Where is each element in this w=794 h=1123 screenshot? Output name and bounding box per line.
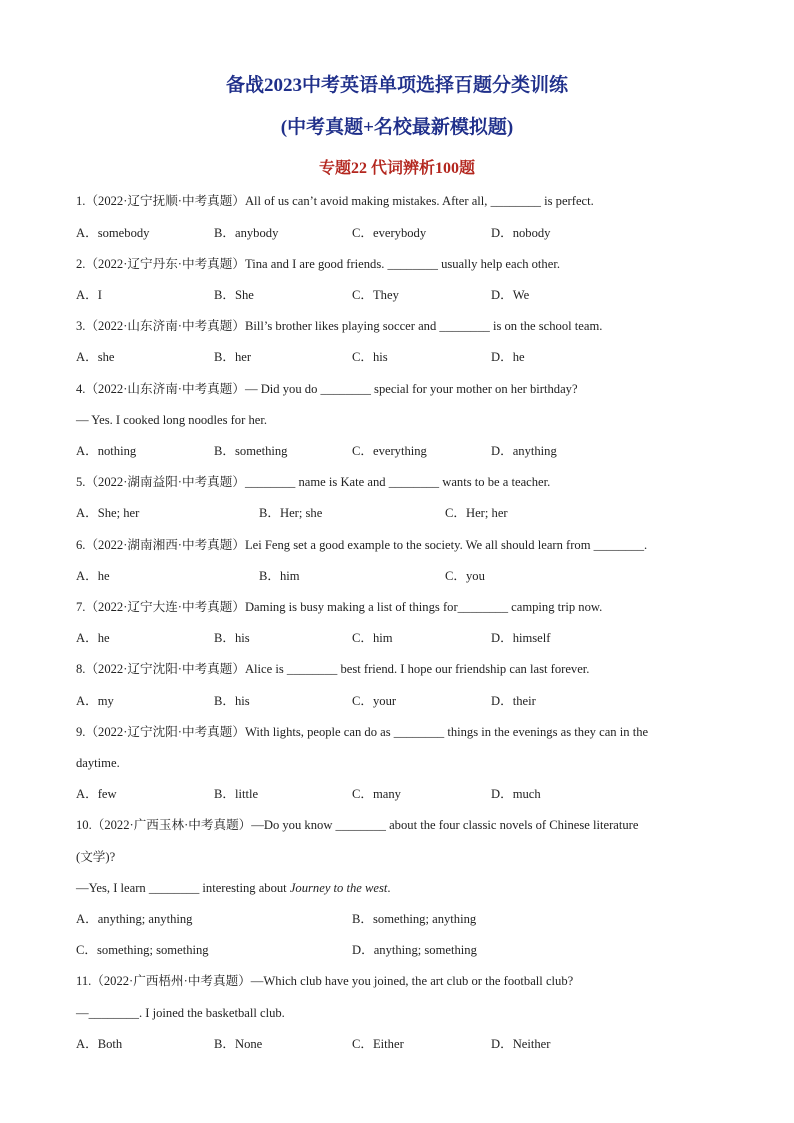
option: A．I: [76, 288, 102, 302]
option: A．She; her: [76, 506, 140, 520]
option: A．he: [76, 569, 110, 583]
option: C．you: [445, 569, 485, 583]
question-stem-continued: (文学)?: [76, 850, 116, 864]
option: A．few: [76, 787, 117, 801]
question-stem-continued: daytime.: [76, 756, 120, 770]
option: B．her: [214, 350, 252, 364]
option: D．anything: [491, 444, 557, 458]
option: B．little: [214, 787, 259, 801]
option: D．anything; something: [352, 943, 477, 957]
question-stem: 6.（2022·湖南湘西·中考真题）Lei Feng set a good example to the society. We all should learn from ________.: [76, 538, 648, 552]
option: B．None: [214, 1037, 263, 1051]
question-stem: 5.（2022·湖南益阳·中考真题）________ name is Kate and ________ wants to be a teacher.: [76, 475, 551, 489]
option: B．him: [259, 569, 300, 583]
stem-text: .: [387, 881, 391, 895]
question-stem: 3.（2022·山东济南·中考真题）Bill’s brother likes playing soccer and ________ is on the school team.: [76, 319, 603, 333]
question-stem: 9.（2022·辽宁沈阳·中考真题）With lights, people can do as ________ things in the evenings as they can in the: [76, 725, 649, 739]
option: A．somebody: [76, 226, 150, 240]
option: B．something: [214, 444, 288, 458]
option: C．Either: [352, 1037, 404, 1051]
option: D．he: [491, 350, 525, 364]
option: C．They: [352, 288, 399, 302]
option: B．something; anything: [352, 912, 477, 926]
option: B．his: [214, 694, 250, 708]
option: C．your: [352, 694, 397, 708]
question-stem: 8.（2022·辽宁沈阳·中考真题）Alice is ________ best friend. I hope our friendship can last forever.: [76, 662, 590, 676]
option: C．him: [352, 631, 393, 645]
question-stem: 11.（2022·广西梧州·中考真题）—Which club have you joined, the art club or the football club?: [76, 974, 574, 988]
question-stem: 4.（2022·山东济南·中考真题）— Did you do ________ special for your mother on her birthday?: [76, 382, 578, 396]
question-stem-continued: —________. I joined the basketball club.: [76, 1006, 285, 1020]
option: C．Her; her: [445, 506, 508, 520]
option: D．nobody: [491, 226, 551, 240]
option: D．himself: [491, 631, 551, 645]
option: B．his: [214, 631, 250, 645]
option: A．nothing: [76, 444, 137, 458]
option: A．he: [76, 631, 110, 645]
topic-heading: 专题22 代词辨析100题: [318, 160, 475, 177]
question-stem-continued: — Yes. I cooked long noodles for her.: [76, 413, 267, 427]
book-title: Journey to the west: [289, 881, 388, 895]
option: D．much: [491, 787, 541, 801]
document-subtitle: (中考真题+名校最新模拟题): [280, 117, 514, 138]
option: C．everybody: [352, 226, 427, 240]
option: D．We: [491, 288, 530, 302]
option: D．their: [491, 694, 536, 708]
option: C．everything: [352, 444, 427, 458]
option: C．many: [352, 787, 401, 801]
option: C．something; something: [76, 943, 209, 957]
option: D．Neither: [491, 1037, 551, 1051]
option: C．his: [352, 350, 388, 364]
option: B．Her; she: [259, 506, 323, 520]
option: B．anybody: [214, 226, 279, 240]
option: B．She: [214, 288, 254, 302]
question-stem: 1.（2022·辽宁抚顺·中考真题）All of us can’t avoid making mistakes. After all, ________ is perfect.: [76, 194, 594, 208]
document-title: 备战2023中考英语单项选择百题分类训练: [225, 75, 568, 96]
option: A．my: [76, 694, 114, 708]
question-stem: 2.（2022·辽宁丹东·中考真题）Tina and I are good friends. ________ usually help each other.: [76, 257, 560, 271]
option: A．anything; anything: [76, 912, 193, 926]
question-stem-continued: [76, 880, 391, 896]
question-stem: 10.（2022·广西玉林·中考真题）—Do you know ________ about the four classic novels of Chinese literature: [76, 818, 639, 832]
option: A．Both: [76, 1037, 123, 1051]
stem-text: —Yes, I learn ________ interesting about: [76, 881, 290, 895]
question-stem: 7.（2022·辽宁大连·中考真题）Daming is busy making a list of things for________ camping trip now.: [76, 600, 603, 614]
option: A．she: [76, 350, 115, 364]
